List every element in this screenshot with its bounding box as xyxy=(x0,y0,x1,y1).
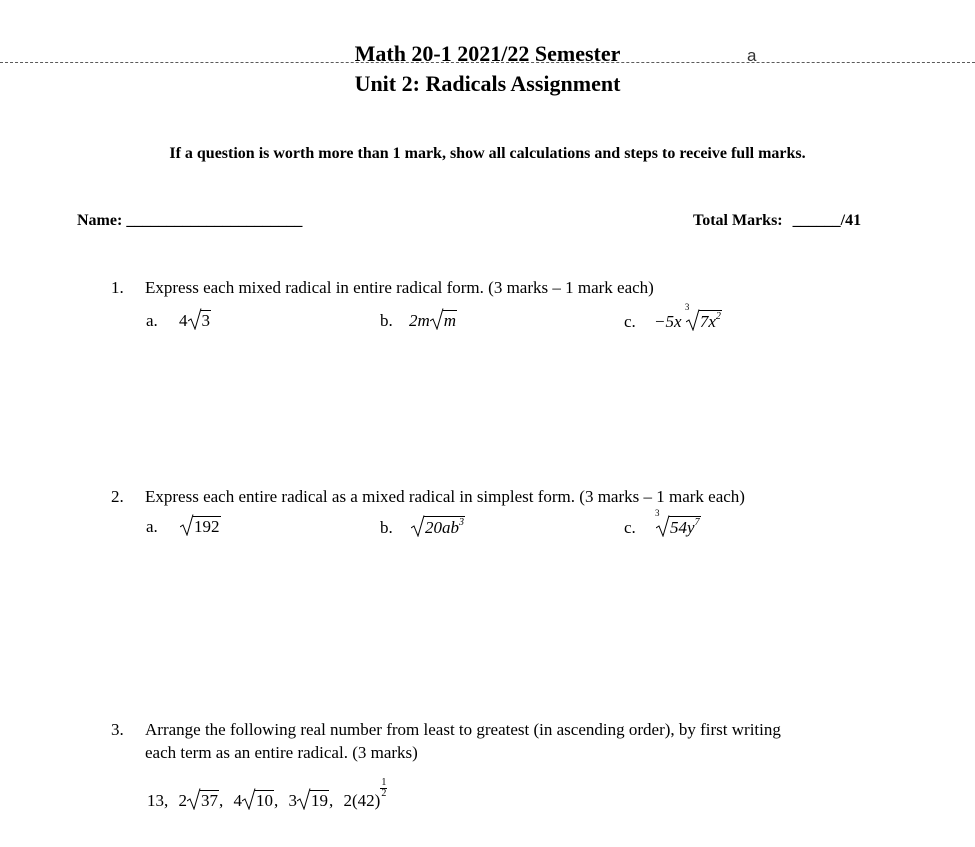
header-stray-mark: a xyxy=(747,46,757,65)
q1-part-a: a. 4 3 xyxy=(146,310,211,331)
part-label: a. xyxy=(146,311,158,330)
instructions: If a question is worth more than 1 mark, show all calculations and steps to receive full marks. xyxy=(169,145,806,162)
radical: 3 $54y^7$ xyxy=(655,508,700,537)
part-label: c. xyxy=(624,312,636,331)
total-marks-blank: ______ xyxy=(792,212,841,229)
q2-text: Express each entire radical as a mixed radical in simplest form. (3 marks – 1 mark each) xyxy=(145,487,745,506)
radical: m xyxy=(430,310,457,329)
q2-part-b xyxy=(380,516,465,538)
radical: 3 xyxy=(188,310,212,329)
part-label: a. xyxy=(146,517,158,536)
name-label: Name: xyxy=(77,212,123,229)
q1-part-c: c. −5x 3 $7x^2$ xyxy=(624,302,721,331)
radical: 3 $7x^2$ xyxy=(684,302,721,331)
q2-part-c xyxy=(624,508,701,538)
part-label: c. xyxy=(624,518,636,537)
radical: 192 xyxy=(180,516,221,535)
q1-part-b: b. 2m m xyxy=(380,310,457,331)
q2-part-a xyxy=(146,516,221,537)
q1-text: Express each mixed radical in entire radical form. (3 marks – 1 mark each) xyxy=(145,278,654,297)
q3-text-line-1: Arrange the following real number from least to greatest (in ascending order), by first writing xyxy=(145,720,781,739)
total-marks xyxy=(693,212,861,230)
term-3: 4 10, xyxy=(234,791,279,810)
term-4: 3 19, xyxy=(289,791,334,810)
name-field xyxy=(77,212,302,230)
part-label: b. xyxy=(380,311,393,330)
title-line-1: Math 20-1 2021/22 Semester xyxy=(354,41,621,66)
total-marks-out-of: /41 xyxy=(840,212,862,229)
part-label: b. xyxy=(380,518,393,537)
name-blank: ______________________ xyxy=(126,212,303,229)
term-2: 2 37, xyxy=(179,791,224,810)
total-marks-label: Total Marks: xyxy=(693,212,783,229)
term-1: 13, xyxy=(147,791,169,810)
q2-number: 2. xyxy=(111,487,124,506)
q3-number: 3. xyxy=(111,720,124,739)
radical: $20ab^3$ xyxy=(411,516,465,536)
q3-text-line-2: each term as an entire radical. (3 marks) xyxy=(145,743,418,762)
title-line-2: Unit 2: Radicals Assignment xyxy=(354,71,621,96)
q3-terms xyxy=(147,778,387,811)
term-5: 2(42) $\frac{1}{2}$ xyxy=(343,777,387,810)
q1-number: 1. xyxy=(111,278,124,297)
